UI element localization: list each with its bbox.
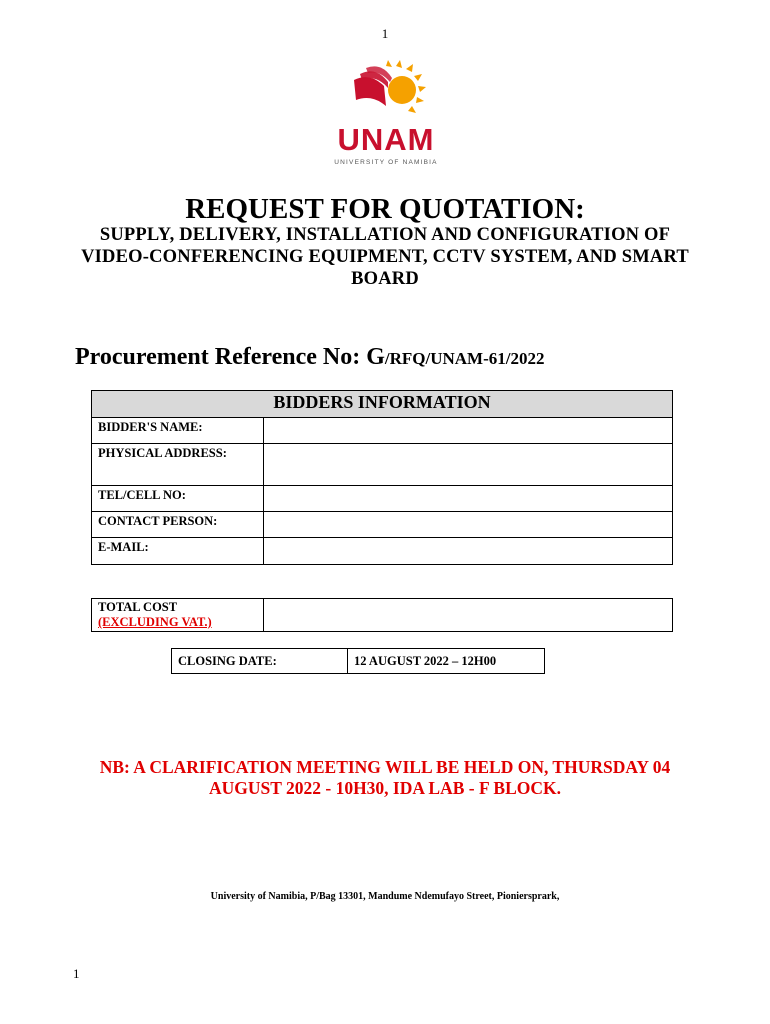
contact-person-field[interactable] [264,512,673,538]
total-cost-note: (EXCLUDING VAT.) [98,615,212,629]
document-subtitle: SUPPLY, DELIVERY, INSTALLATION AND CONFIGURATION OF VIDEO-CONFERENCING EQUIPMENT, CCTV SYSTEM, AND SMART BOARD [81,225,689,289]
logo-tagline: UNIVERSITY OF NAMIBIA [334,159,438,166]
bidder-name-label: BIDDER'S NAME: [92,418,264,444]
total-cost-table [91,598,673,632]
total-cost-label: TOTAL COST [98,600,178,614]
closing-date-value: 12 AUGUST 2022 – 12H00 [348,649,545,674]
total-cost-label-cell [92,599,264,632]
physical-address-field[interactable] [264,444,673,486]
tel-cell-label: TEL/CELL NO: [92,486,264,512]
unam-logo-graphic [326,60,446,168]
procurement-label: Procurement Reference No: G [75,344,385,370]
email-field[interactable] [264,538,673,565]
logo-wordmark: UNAM [337,122,435,157]
page-number-top: 1 [381,26,389,41]
book-icon [354,66,392,106]
procurement-reference [75,344,544,371]
document-title: REQUEST FOR QUOTATION: [185,193,585,225]
bidders-information-table [91,390,673,565]
procurement-ref-suffix: /RFQ/UNAM-61/2022 [384,349,545,368]
footer-address: University of Namibia, P/Bag 13301, Mandume Ndemufayo Street, Pioniersprark, [210,891,560,902]
bidder-name-field[interactable] [264,418,673,444]
contact-person-label: CONTACT PERSON: [92,512,264,538]
closing-date-table [171,648,545,674]
total-cost-field[interactable] [264,599,673,632]
sun-icon [388,76,416,104]
email-label: E-MAIL: [92,538,264,565]
clarification-meeting-note: NB: A CLARIFICATION MEETING WILL BE HELD ON, THURSDAY 04 AUGUST 2022 - 10H30, IDA LAB - F BLOCK. [99,757,671,798]
tel-cell-field[interactable] [264,486,673,512]
bidders-table-header: BIDDERS INFORMATION [92,391,673,418]
closing-date-label: CLOSING DATE: [172,649,348,674]
page-number-bottom: 1 [73,966,80,981]
unam-logo [326,60,446,168]
physical-address-label: PHYSICAL ADDRESS: [92,444,264,486]
